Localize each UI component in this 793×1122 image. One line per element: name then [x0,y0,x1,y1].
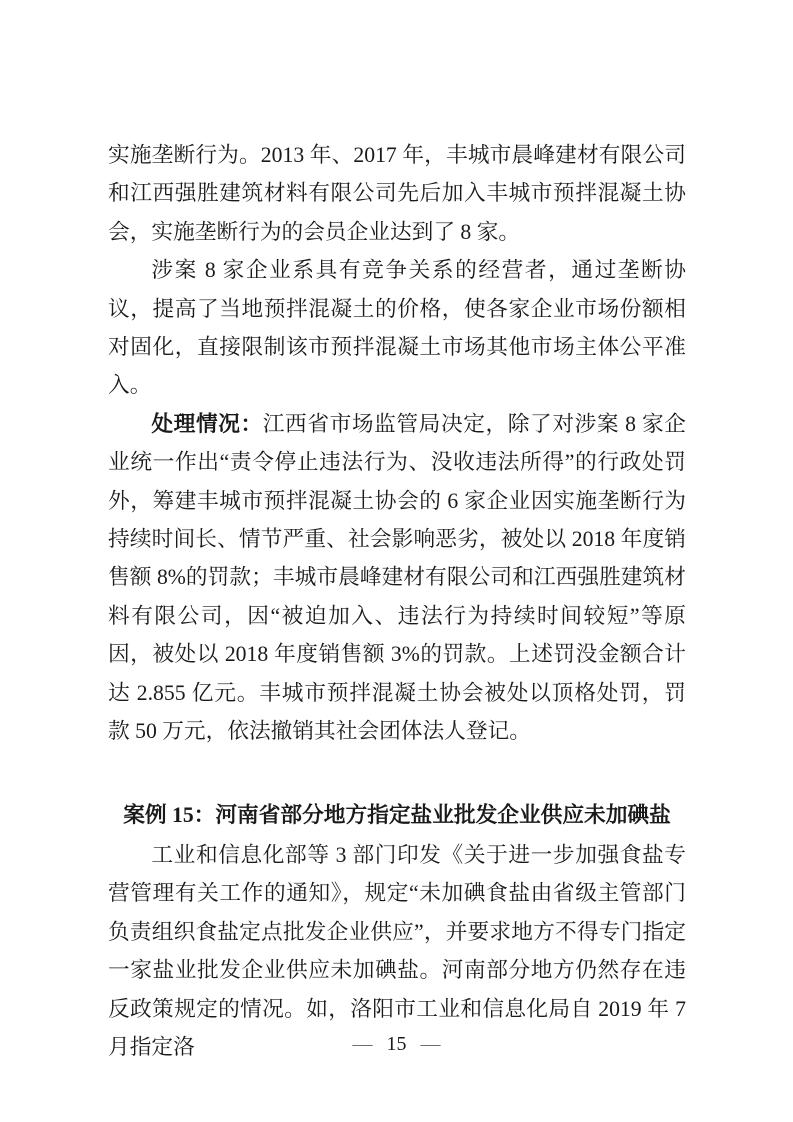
page-number-dash-right: — [420,1033,441,1055]
page-footer [0,1030,793,1058]
paragraph [108,405,686,751]
paragraph [108,251,686,405]
bold-label: 处理情况： [151,411,263,436]
document-content [108,136,686,1066]
text-run: 涉案 8 家企业系具有竞争关系的经营者，通过垄断协议，提高了当地预拌混凝土的价格，使各家企业市场份额相对固化，直接限制该市预拌混凝土市场其他市场主体公平准入。 [108,258,686,398]
page-number-dash-left: — [352,1033,373,1055]
text-run: 工业和信息化部等 3 部门印发《关于进一步加强食盐专营管理有关工作的通知》，规定“未加碘食盐由省级主管部门负责组织食盐定点批发企业供应”，并要求地方不得专门指定一家盐业批发企业供应未加碘盐。河南部分地方仍然存在违反政策规定的情况。如，洛阳市工业和信息化局自 2019 年 7 月指定洛 [108,842,686,1059]
page-number: 15 [386,1033,407,1055]
text-run: 实施垄断行为。2013 年、2017 年，丰城市晨峰建材有限公司和江西强胜建筑材料有限公司先后加入丰城市预拌混凝土协会，实施垄断行为的会员企业达到了 8 家。 [108,143,686,244]
case-heading [108,796,686,834]
text-run: 案例 15：河南省部分地方指定盐业批发企业供应未加碘盐 [123,802,671,827]
text-run: 江西省市场监管局决定，除了对涉案 8 家企业统一作出“责令停止违法行为、没收违法所得”的行政处罚外，筹建丰城市预拌混凝土协会的 6 家企业因实施垄断行为持续时间长、情节严重、社会影响恶劣，被处以 2018 年度销售额 8%的罚款；丰城市晨峰建材有限公司和江西强胜建筑材料有限公司，因“被迫加入、违法行为持续时间较短”等原因，被处以 2018 年度销售额 3%的罚款。上述罚没金额合计达 2.855 亿元。丰城市预拌混凝土协会被处以顶格处罚，罚款 50 万元，依法撤销其社会团体法人登记。 [108,411,686,744]
paragraph [108,136,686,251]
